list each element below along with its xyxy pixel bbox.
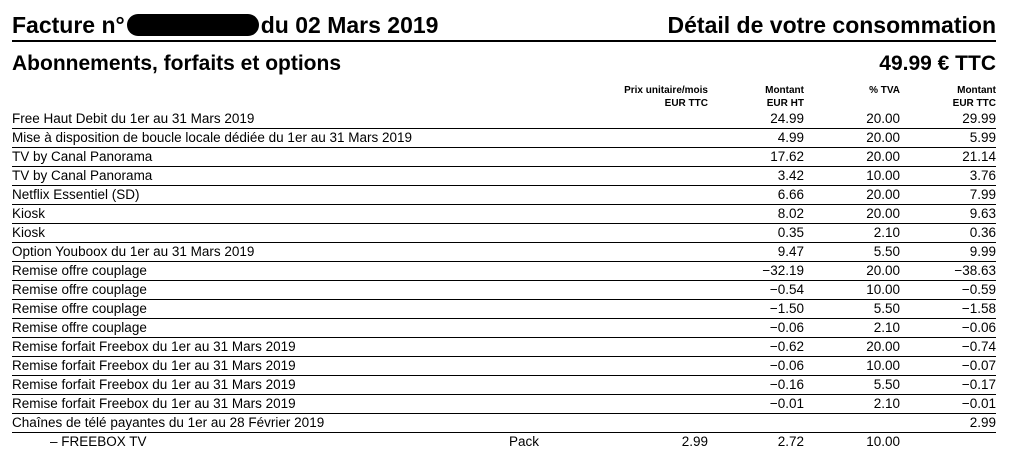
column-header-amount-ttc: [953, 84, 996, 110]
table-row: [12, 357, 996, 376]
row-tva: 20.00: [866, 149, 900, 164]
row-amount-ht: 9.47: [777, 244, 804, 259]
row-amount-ttc: −0.01: [961, 396, 996, 411]
row-tva: 10.00: [866, 434, 900, 449]
table-row: [12, 300, 996, 319]
row-amount-ht: 3.42: [777, 168, 804, 183]
invoice-header: [12, 10, 996, 42]
row-label: Chaînes de télé payantes du 1er au 28 Février 2019: [12, 415, 325, 430]
row-amount-ttc: 21.14: [962, 149, 996, 164]
column-header-amount-ht-line1: Montant: [765, 85, 804, 96]
row-amount-ttc: −0.74: [961, 339, 996, 354]
consumption-table: [12, 110, 996, 452]
row-label: TV by Canal Panorama: [12, 168, 153, 183]
row-amount-ttc: 9.63: [969, 206, 996, 221]
row-pack: Pack: [509, 434, 540, 449]
row-label: TV by Canal Panorama: [12, 149, 153, 164]
row-label: Remise forfait Freebox du 1er au 31 Mars 2019: [12, 358, 296, 373]
table-row: [12, 262, 996, 281]
row-amount-ht: −0.16: [769, 377, 804, 392]
row-amount-ht: 4.99: [777, 130, 804, 145]
row-amount-ht: −0.01: [769, 396, 804, 411]
row-tva: 5.50: [873, 377, 900, 392]
table-row: [12, 338, 996, 357]
row-label: Netflix Essentiel (SD): [12, 187, 140, 202]
row-amount-ttc: 3.76: [969, 168, 996, 183]
table-row: [12, 395, 996, 414]
row-label: Option Youboox du 1er au 31 Mars 2019: [12, 244, 255, 259]
table-subrow: [12, 433, 996, 452]
row-label: Remise forfait Freebox du 1er au 31 Mars 2019: [12, 396, 296, 411]
row-label: Kiosk: [12, 206, 46, 221]
row-unit-price: 2.99: [681, 434, 708, 449]
column-header-tva-line1: % TVA: [869, 85, 900, 96]
row-amount-ttc: 9.99: [969, 244, 996, 259]
row-amount-ht: 6.66: [777, 187, 804, 202]
row-tva: 20.00: [866, 339, 900, 354]
row-amount-ttc: −0.06: [961, 320, 996, 335]
row-tva: 20.00: [866, 206, 900, 221]
table-row: [12, 148, 996, 167]
section-total: 49.99 € TTC: [879, 52, 996, 75]
table-row: [12, 414, 996, 433]
row-amount-ht: −0.62: [769, 339, 804, 354]
column-header-amount-ht-line2: EUR HT: [766, 98, 804, 109]
row-amount-ht: −32.19: [762, 263, 804, 278]
row-amount-ttc: −0.07: [961, 358, 996, 373]
row-label: Mise à disposition de boucle locale dédiée du 1er au 31 Mars 2019: [12, 130, 413, 145]
table-row: [12, 129, 996, 148]
row-amount-ttc: −0.59: [961, 282, 996, 297]
row-tva: 2.10: [873, 396, 900, 411]
row-amount-ttc: 0.36: [969, 225, 996, 240]
row-tva: 20.00: [866, 263, 900, 278]
row-tva: 10.00: [866, 358, 900, 373]
redacted-invoice-number: [127, 14, 259, 36]
row-label: Kiosk: [12, 225, 46, 240]
column-header-amount-ht: [765, 84, 804, 110]
row-label: – FREEBOX TV: [50, 434, 147, 449]
row-label: Free Haut Debit du 1er au 31 Mars 2019: [12, 111, 255, 126]
column-header-tva: [869, 84, 900, 97]
row-amount-ttc: −1.58: [961, 301, 996, 316]
row-tva: 10.00: [866, 168, 900, 183]
row-amount-ht: −0.06: [769, 358, 804, 373]
row-amount-ttc: −38.63: [954, 263, 996, 278]
column-header-unit-price-line1: Prix unitaire/mois: [624, 85, 708, 96]
row-amount-ht: 24.99: [770, 111, 804, 126]
row-amount-ht: 8.02: [777, 206, 804, 221]
row-tva: 10.00: [866, 282, 900, 297]
row-tva: 5.50: [873, 244, 900, 259]
row-amount-ht: −1.50: [769, 301, 804, 316]
consumption-detail-title: Détail de votre consommation: [667, 12, 996, 38]
column-header-unit-price-line2: EUR TTC: [664, 98, 708, 109]
row-tva: 20.00: [866, 130, 900, 145]
section-header: [12, 50, 996, 78]
row-label: Remise offre couplage: [12, 263, 147, 278]
table-row: [12, 243, 996, 262]
row-amount-ht: −0.06: [769, 320, 804, 335]
row-tva: 2.10: [873, 320, 900, 335]
column-header-amount-ttc-line2: EUR TTC: [952, 98, 996, 109]
table-row: [12, 110, 996, 129]
table-row: [12, 319, 996, 338]
row-label: Remise offre couplage: [12, 282, 147, 297]
invoice-date: du 02 Mars 2019: [260, 12, 439, 38]
invoice-prefix: Facture n°: [12, 12, 125, 38]
section-title: Abonnements, forfaits et options: [12, 52, 342, 75]
row-label: Remise forfait Freebox du 1er au 31 Mars 2019: [12, 377, 296, 392]
row-amount-ttc: 7.99: [969, 187, 996, 202]
row-amount-ht: 17.62: [770, 149, 804, 164]
row-amount-ht: −0.54: [769, 282, 804, 297]
row-amount-ttc: 29.99: [962, 111, 996, 126]
row-tva: 5.50: [873, 301, 900, 316]
row-amount-ttc: −0.17: [961, 377, 996, 392]
column-header-amount-ttc-line1: Montant: [957, 85, 996, 96]
table-row: [12, 205, 996, 224]
row-tva: 2.10: [873, 225, 900, 240]
table-row: [12, 186, 996, 205]
table-row: [12, 376, 996, 395]
invoice-title: [12, 12, 438, 39]
row-amount-ttc: 5.99: [969, 130, 996, 145]
row-tva: 20.00: [866, 187, 900, 202]
row-label: Remise forfait Freebox du 1er au 31 Mars 2019: [12, 339, 296, 354]
row-amount-ttc: 2.99: [969, 415, 996, 430]
table-row: [12, 224, 996, 243]
row-label: Remise offre couplage: [12, 320, 147, 335]
row-amount-ht: 0.35: [777, 225, 804, 240]
row-amount-ht: 2.72: [777, 434, 804, 449]
row-tva: 20.00: [866, 111, 900, 126]
table-row: [12, 281, 996, 300]
table-row: [12, 167, 996, 186]
row-label: Remise offre couplage: [12, 301, 147, 316]
column-header-unit-price: [624, 84, 708, 110]
